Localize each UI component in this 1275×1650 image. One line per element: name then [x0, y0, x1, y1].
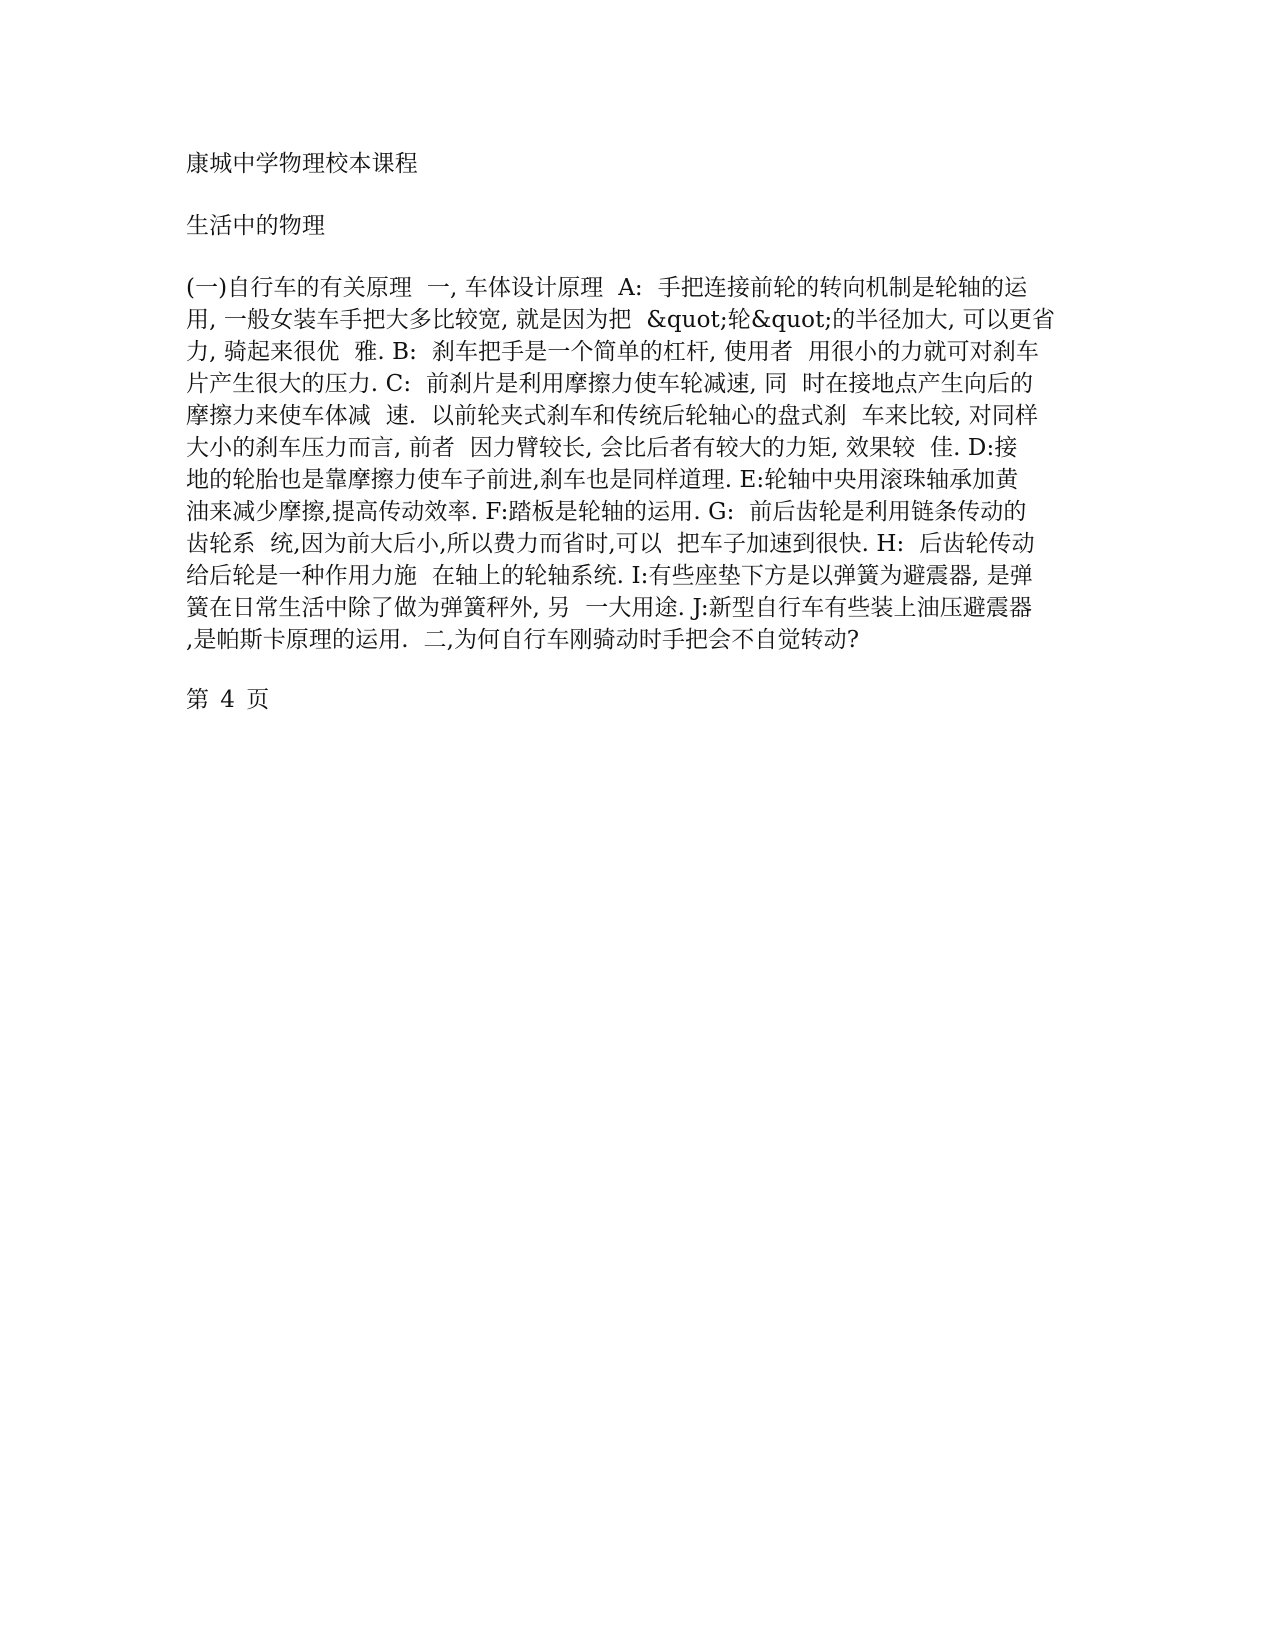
body-line: 大小的刹车压力而言, 前者 因力臂较长, 会比后者有较大的力矩, 效果较 佳. D:接	[186, 435, 1018, 461]
document-subtitle: 生活中的物理	[186, 213, 326, 239]
body-line: 用, 一般女装车手把大多比较宽, 就是因为把 &quot;轮&quot;的半径加大, 可以更省	[186, 307, 1055, 333]
body-line: (一)自行车的有关原理 一, 车体设计原理 A: 手把连接前轮的转向机制是轮轴的运	[186, 275, 1028, 301]
body-line: 力, 骑起来很优 雅. B: 刹车把手是一个简单的杠杆, 使用者 用很小的力就可对刹车	[186, 339, 1039, 365]
body-line: 地的轮胎也是靠摩擦力使车子前进,刹车也是同样道理. E:轮轴中央用滚珠轴承加黄	[186, 467, 1019, 493]
body-line: 摩擦力来使车体减 速. 以前轮夹式刹车和传统后轮轴心的盘式刹 车来比较, 对同样	[186, 403, 1039, 429]
page-content	[186, 148, 1110, 716]
page-number: 第 4 页	[186, 687, 272, 713]
body-line: 簧在日常生活中除了做为弹簧秤外, 另 一大用途. J:新型自行车有些装上油压避震器	[186, 595, 1033, 621]
body-line: 给后轮是一种作用力施 在轴上的轮轴系统. I:有些座垫下方是以弹簧为避震器, 是弹	[186, 563, 1033, 589]
body-line: 油来减少摩擦,提高传动效率. F:踏板是轮轴的运用. G: 前后齿轮是利用链条传动的	[186, 499, 1027, 525]
body-line: 齿轮系 统,因为前大后小,所以费力而省时,可以 把车子加速到很快. H: 后齿轮传动	[186, 531, 1035, 557]
document-title: 康城中学物理校本课程	[186, 151, 418, 177]
body-line: ,是帕斯卡原理的运用. 二,为何自行车刚骑动时手把会不自觉转动?	[186, 627, 860, 653]
body-paragraph	[186, 272, 1110, 656]
body-line: 片产生很大的压力. C: 前刹片是利用摩擦力使车轮减速, 同 时在接地点产生向后的	[186, 371, 1034, 397]
